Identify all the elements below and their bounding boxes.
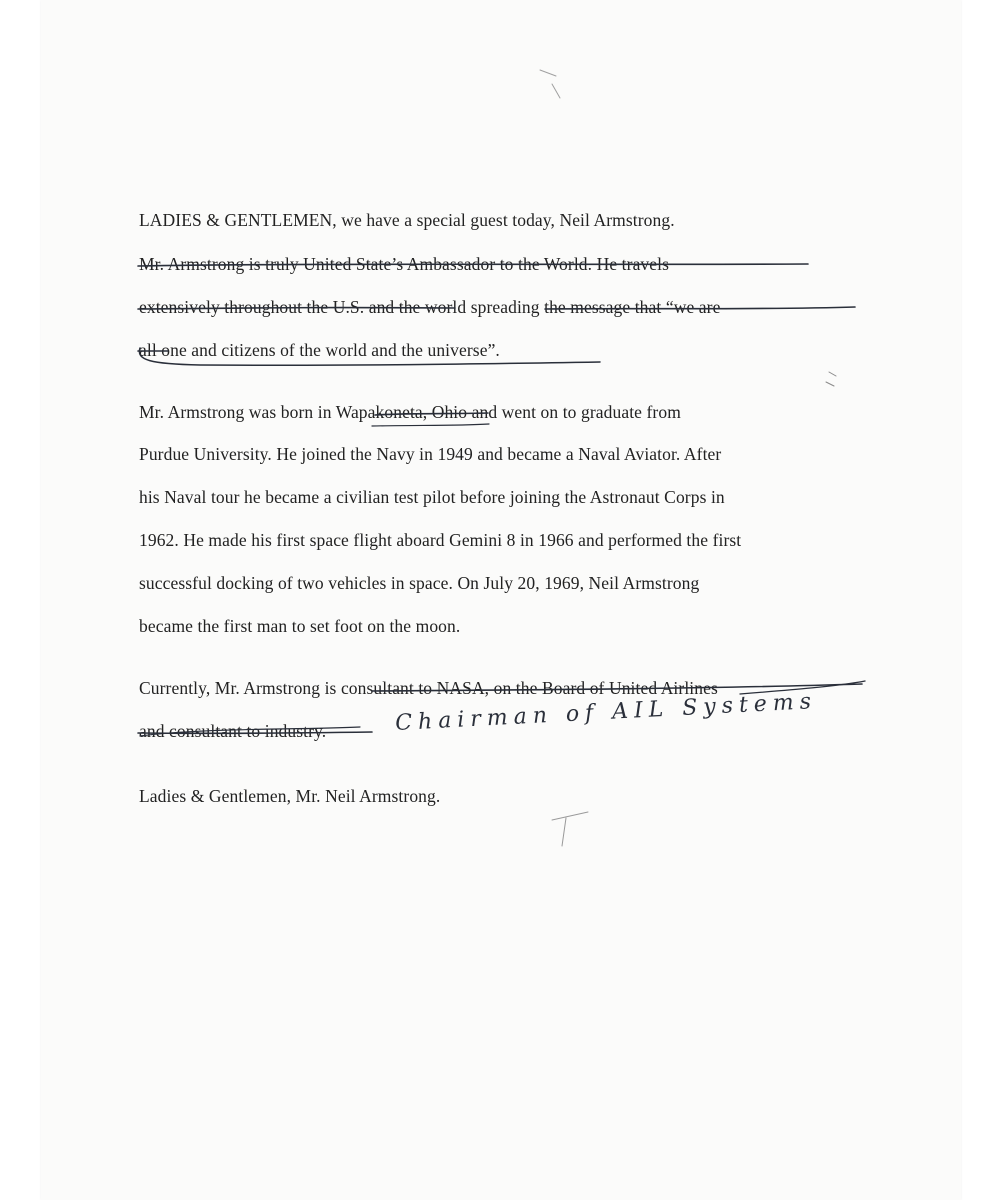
current-line-1: Currently, Mr. Armstrong is consultant to NASA, on the Board of United Airlines xyxy=(139,678,718,698)
closing-line: Ladies & Gentlemen, Mr. Neil Armstrong. xyxy=(139,786,441,806)
struck-line-3: all one and citizens of the world and the universe”. xyxy=(139,340,500,360)
bio-line-1: Mr. Armstrong was born in Wapakoneta, Ohio and went on to graduate from xyxy=(139,402,681,422)
handwritten-edit: Chairman of AIL Systems xyxy=(394,688,818,737)
document-page xyxy=(41,0,961,1200)
struck-line-1: Mr. Armstrong is truly United State’s Ambassador to the World. He travels xyxy=(139,254,670,274)
struck-line-2: extensively throughout the U.S. and the world spreading the message that “we are xyxy=(139,297,721,317)
bio-line-3: his Naval tour he became a civilian test pilot before joining the Astronaut Corps in xyxy=(139,487,725,507)
bio-line-4: 1962. He made his first space flight aboard Gemini 8 in 1966 and performed the first xyxy=(139,530,742,550)
intro-line: LADIES & GENTLEMEN, we have a special guest today, Neil Armstrong. xyxy=(139,210,675,230)
current-line-2: and consultant to industry. xyxy=(139,721,327,741)
bio-line-2: Purdue University. He joined the Navy in 1949 and became a Naval Aviator. After xyxy=(139,444,722,464)
bio-line-6: became the first man to set foot on the moon. xyxy=(139,616,461,636)
bio-line-5: successful docking of two vehicles in space. On July 20, 1969, Neil Armstrong xyxy=(139,573,700,593)
